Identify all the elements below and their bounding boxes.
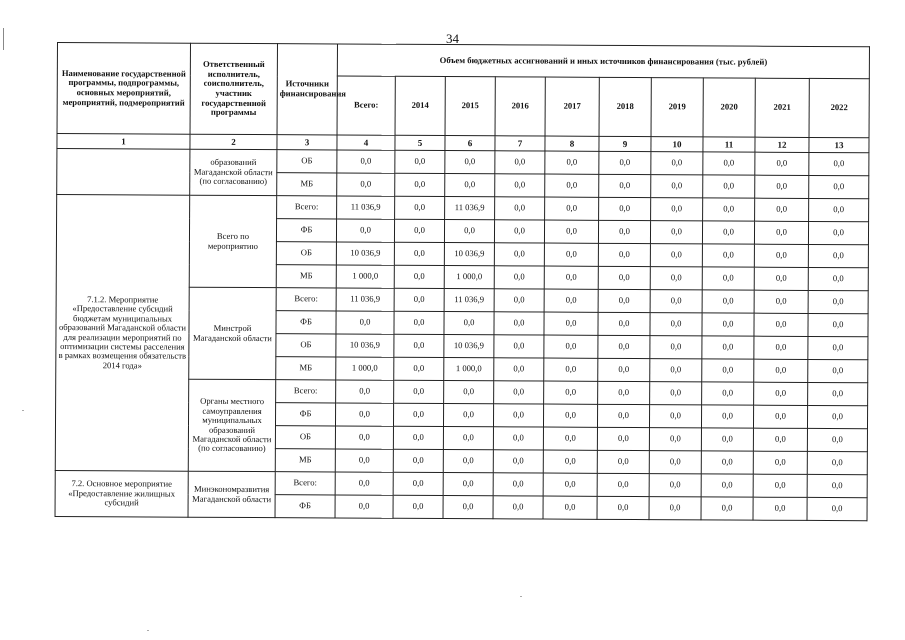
row-value: 0,0 xyxy=(544,243,598,266)
row-source: ОБ xyxy=(276,242,336,265)
row-value: 0,0 xyxy=(807,497,867,520)
row-value: 0,0 xyxy=(649,405,701,428)
row-value: 0,0 xyxy=(494,266,544,289)
row-value: 0,0 xyxy=(494,220,544,243)
row-value: 0,0 xyxy=(394,334,444,357)
header-total: Всего: xyxy=(337,76,395,135)
row-value: 1 000,0 xyxy=(444,266,494,289)
header-sources: Источники финансирования xyxy=(277,44,337,135)
row-source: ФБ xyxy=(276,219,336,242)
row-value: 0,0 xyxy=(493,496,543,519)
page-number: 34 xyxy=(446,31,459,46)
row-value: 1 000,0 xyxy=(336,265,394,288)
row-value: 0,0 xyxy=(650,221,702,244)
row-value: 0,0 xyxy=(808,313,868,336)
row-value: 0,0 xyxy=(395,173,445,196)
row-value: 0,0 xyxy=(395,150,445,173)
row-value: 0,0 xyxy=(337,150,395,173)
row-value: 0,0 xyxy=(544,289,598,312)
row-value: 0,0 xyxy=(808,359,868,382)
row-value: 0,0 xyxy=(754,359,808,382)
header-responsible: Ответственный исполнитель, соисполнитель, участник государственной программы xyxy=(190,43,277,134)
row-value: 0,0 xyxy=(445,174,495,197)
row-value: 0,0 xyxy=(808,336,868,359)
row-source: Всего: xyxy=(276,288,336,311)
row-value: 0,0 xyxy=(598,243,650,266)
scan-edge-mark xyxy=(3,28,4,50)
row-value: 11 036,9 xyxy=(444,289,494,312)
row-value: 10 036,9 xyxy=(336,242,394,265)
row-value: 0,0 xyxy=(807,474,867,497)
row-source: ОБ xyxy=(276,334,336,357)
row-value: 0,0 xyxy=(336,311,394,334)
row-value: 0,0 xyxy=(650,336,702,359)
row-value: 0,0 xyxy=(495,174,545,197)
scan-speck xyxy=(22,410,24,411)
row-value: 0,0 xyxy=(807,428,867,451)
row-source: МБ xyxy=(275,449,335,472)
row-value: 0,0 xyxy=(703,198,755,221)
row-value: 0,0 xyxy=(545,197,599,220)
row-responsible: Органы местного самоуправления муниципальных образований Магаданской области (по согласованию) xyxy=(188,379,275,471)
row-value: 0,0 xyxy=(493,450,543,473)
budget-table xyxy=(55,42,871,521)
row-value: 0,0 xyxy=(495,197,545,220)
row-value: 0,0 xyxy=(495,151,545,174)
row-value: 10 036,9 xyxy=(336,334,394,357)
row-value: 0,0 xyxy=(754,313,808,336)
row-value: 0,0 xyxy=(544,266,598,289)
row-value: 0,0 xyxy=(808,382,868,405)
row-value: 1 000,0 xyxy=(444,358,494,381)
row-value: 0,0 xyxy=(544,358,598,381)
header-year-2015: 2015 xyxy=(445,77,495,136)
row-value: 0,0 xyxy=(597,450,649,473)
column-number: 9 xyxy=(599,136,651,151)
row-value: 0,0 xyxy=(337,173,395,196)
row-value: 0,0 xyxy=(598,335,650,358)
row-source: ОБ xyxy=(277,150,337,173)
row-value: 0,0 xyxy=(393,495,443,518)
row-value: 0,0 xyxy=(649,428,701,451)
row-value: 0,0 xyxy=(443,473,493,496)
row-source: ФБ xyxy=(275,403,335,426)
column-number: 13 xyxy=(809,137,869,152)
row-value: 0,0 xyxy=(753,451,807,474)
row-value: 0,0 xyxy=(599,151,651,174)
row-value: 0,0 xyxy=(444,312,494,335)
row-value: 0,0 xyxy=(599,174,651,197)
row-value: 0,0 xyxy=(753,428,807,451)
row-value: 0,0 xyxy=(335,472,393,495)
row-responsible: образований Магаданской области (по согласованию) xyxy=(190,149,277,195)
row-value: 0,0 xyxy=(702,336,754,359)
row-value: 0,0 xyxy=(753,405,807,428)
row-value: 0,0 xyxy=(809,198,869,221)
row-value: 0,0 xyxy=(597,404,649,427)
row-value: 11 036,9 xyxy=(337,196,395,219)
row-value: 0,0 xyxy=(702,290,754,313)
row-value: 0,0 xyxy=(651,152,703,175)
row-value: 0,0 xyxy=(443,450,493,473)
row-value: 0,0 xyxy=(544,335,598,358)
row-value: 0,0 xyxy=(754,244,808,267)
row-value: 0,0 xyxy=(494,289,544,312)
row-value: 0,0 xyxy=(702,382,754,405)
row-value: 0,0 xyxy=(754,290,808,313)
row-value: 0,0 xyxy=(754,267,808,290)
header-year-2021: 2021 xyxy=(755,78,809,137)
row-value: 0,0 xyxy=(650,382,702,405)
row-value: 0,0 xyxy=(494,243,544,266)
header-year-2019: 2019 xyxy=(651,78,703,137)
row-value: 0,0 xyxy=(754,221,808,244)
row-value: 0,0 xyxy=(494,358,544,381)
row-source: МБ xyxy=(277,173,337,196)
row-value: 10 036,9 xyxy=(444,243,494,266)
row-value: 0,0 xyxy=(394,311,444,334)
column-number: 10 xyxy=(651,137,703,152)
row-value: 0,0 xyxy=(543,473,597,496)
row-source: Всего: xyxy=(275,472,335,495)
row-value: 0,0 xyxy=(650,359,702,382)
row-value: 11 036,9 xyxy=(336,288,394,311)
column-number: 4 xyxy=(337,135,395,150)
row-value: 0,0 xyxy=(443,427,493,450)
row-value: 0,0 xyxy=(598,220,650,243)
row-value: 0,0 xyxy=(545,174,599,197)
row-value: 0,0 xyxy=(597,496,649,519)
row-source: МБ xyxy=(276,357,336,380)
column-number: 3 xyxy=(277,135,337,150)
row-value: 0,0 xyxy=(754,382,808,405)
header-year-2022: 2022 xyxy=(809,78,869,137)
row-value: 0,0 xyxy=(598,266,650,289)
row-source: МБ xyxy=(276,265,336,288)
column-number: 8 xyxy=(545,136,599,151)
row-value: 0,0 xyxy=(494,381,544,404)
row-value: 0,0 xyxy=(702,267,754,290)
row-value: 0,0 xyxy=(702,359,754,382)
row-value: 0,0 xyxy=(598,289,650,312)
header-year-2016: 2016 xyxy=(495,77,545,136)
row-activity-name: 7.1.2. Мероприятие «Предоставление субсидий бюджетам муниципальных образований Магаданской области для реализации мероприятий по оптимизации системы расселения в рамках возмещения обязательств 2014 года» xyxy=(55,195,189,472)
row-value: 0,0 xyxy=(703,152,755,175)
row-value: 0,0 xyxy=(393,449,443,472)
row-value: 0,0 xyxy=(808,244,868,267)
row-value: 11 036,9 xyxy=(445,197,495,220)
column-number: 5 xyxy=(395,135,445,150)
scan-speck xyxy=(520,596,522,597)
header-year-2017: 2017 xyxy=(545,77,599,136)
table-row xyxy=(57,149,869,176)
row-value: 1 000,0 xyxy=(336,357,394,380)
row-value: 0,0 xyxy=(543,450,597,473)
row-value: 0,0 xyxy=(494,335,544,358)
row-value: 0,0 xyxy=(753,474,807,497)
row-value: 0,0 xyxy=(755,175,809,198)
row-value: 0,0 xyxy=(809,152,869,175)
row-value: 0,0 xyxy=(808,221,868,244)
row-value: 0,0 xyxy=(545,151,599,174)
row-value: 0,0 xyxy=(444,220,494,243)
row-value: 0,0 xyxy=(395,196,445,219)
row-value: 0,0 xyxy=(443,404,493,427)
row-value: 0,0 xyxy=(701,474,753,497)
row-value: 0,0 xyxy=(597,473,649,496)
column-number: 11 xyxy=(703,137,755,152)
row-value: 0,0 xyxy=(336,380,394,403)
row-value: 0,0 xyxy=(651,175,703,198)
row-value: 0,0 xyxy=(544,312,598,335)
row-value: 0,0 xyxy=(809,175,869,198)
header-funding: Объем бюджетных ассигнований и иных источников финансирования (тыс. рублей) xyxy=(337,44,869,79)
row-value: 0,0 xyxy=(335,403,393,426)
row-value: 0,0 xyxy=(494,312,544,335)
row-value: 0,0 xyxy=(493,473,543,496)
row-value: 0,0 xyxy=(808,290,868,313)
row-value: 0,0 xyxy=(651,198,703,221)
row-value: 0,0 xyxy=(544,220,598,243)
row-value: 0,0 xyxy=(650,244,702,267)
row-value: 0,0 xyxy=(394,357,444,380)
header-year-2018: 2018 xyxy=(599,77,651,136)
row-value: 0,0 xyxy=(544,381,598,404)
column-number: 1 xyxy=(57,134,190,150)
row-value: 0,0 xyxy=(393,472,443,495)
column-number: 12 xyxy=(755,137,809,152)
row-value: 0,0 xyxy=(807,451,867,474)
row-value: 0,0 xyxy=(753,497,807,520)
row-activity-name: 7.2. Основное мероприятие «Предоставление жилищных субсидий xyxy=(55,470,188,517)
row-value: 0,0 xyxy=(543,404,597,427)
header-year-2020: 2020 xyxy=(703,78,755,137)
row-value: 0,0 xyxy=(394,265,444,288)
row-source: ФБ xyxy=(276,311,336,334)
row-value: 0,0 xyxy=(650,267,702,290)
row-value: 0,0 xyxy=(703,175,755,198)
row-value: 0,0 xyxy=(598,312,650,335)
row-value: 0,0 xyxy=(336,219,394,242)
row-value: 0,0 xyxy=(493,404,543,427)
row-value: 0,0 xyxy=(649,451,701,474)
scan-speck xyxy=(147,630,149,631)
row-value: 0,0 xyxy=(702,313,754,336)
row-value: 0,0 xyxy=(701,497,753,520)
row-value: 0,0 xyxy=(701,451,753,474)
column-number: 6 xyxy=(445,136,495,151)
row-responsible: Всего по мероприятию xyxy=(189,195,276,287)
row-responsible: Минстрой Магаданской области xyxy=(189,287,276,379)
row-value: 0,0 xyxy=(493,427,543,450)
row-value: 0,0 xyxy=(702,244,754,267)
row-value: 0,0 xyxy=(444,381,494,404)
row-value: 0,0 xyxy=(649,474,701,497)
table-row xyxy=(57,195,869,222)
row-value: 0,0 xyxy=(394,288,444,311)
row-value: 0,0 xyxy=(598,358,650,381)
row-value: 0,0 xyxy=(650,290,702,313)
row-value: 0,0 xyxy=(543,427,597,450)
column-number: 7 xyxy=(495,136,545,151)
header-name: Наименование государственной программы, подпрограммы, основных мероприятий, мероприятий, подмероприятий xyxy=(57,43,190,135)
budget-table-container xyxy=(57,42,869,517)
row-value: 0,0 xyxy=(543,496,597,519)
row-value: 0,0 xyxy=(807,405,867,428)
row-value: 0,0 xyxy=(335,426,393,449)
row-value: 0,0 xyxy=(335,495,393,518)
row-responsible: Минэкономразвития Магаданской области xyxy=(188,471,275,517)
row-value: 0,0 xyxy=(701,428,753,451)
row-value: 0,0 xyxy=(443,496,493,519)
row-value: 0,0 xyxy=(754,336,808,359)
row-source: ФБ xyxy=(275,495,335,518)
row-value: 10 036,9 xyxy=(444,335,494,358)
row-value: 0,0 xyxy=(394,242,444,265)
row-value: 0,0 xyxy=(599,197,651,220)
row-source: Всего: xyxy=(277,196,337,219)
row-value: 0,0 xyxy=(701,405,753,428)
row-value: 0,0 xyxy=(808,267,868,290)
row-value: 0,0 xyxy=(755,198,809,221)
table-row xyxy=(55,470,867,497)
row-source: ОБ xyxy=(275,426,335,449)
row-source: Всего: xyxy=(276,380,336,403)
header-year-2014: 2014 xyxy=(395,76,445,135)
row-value: 0,0 xyxy=(650,313,702,336)
row-value: 0,0 xyxy=(335,449,393,472)
row-value: 0,0 xyxy=(755,152,809,175)
row-value: 0,0 xyxy=(393,426,443,449)
row-value: 0,0 xyxy=(702,221,754,244)
row-activity-name xyxy=(57,149,190,196)
row-value: 0,0 xyxy=(445,151,495,174)
row-value: 0,0 xyxy=(394,219,444,242)
row-value: 0,0 xyxy=(598,381,650,404)
row-value: 0,0 xyxy=(649,497,701,520)
column-number: 2 xyxy=(190,134,277,149)
row-value: 0,0 xyxy=(597,427,649,450)
row-value: 0,0 xyxy=(394,380,444,403)
row-value: 0,0 xyxy=(393,403,443,426)
